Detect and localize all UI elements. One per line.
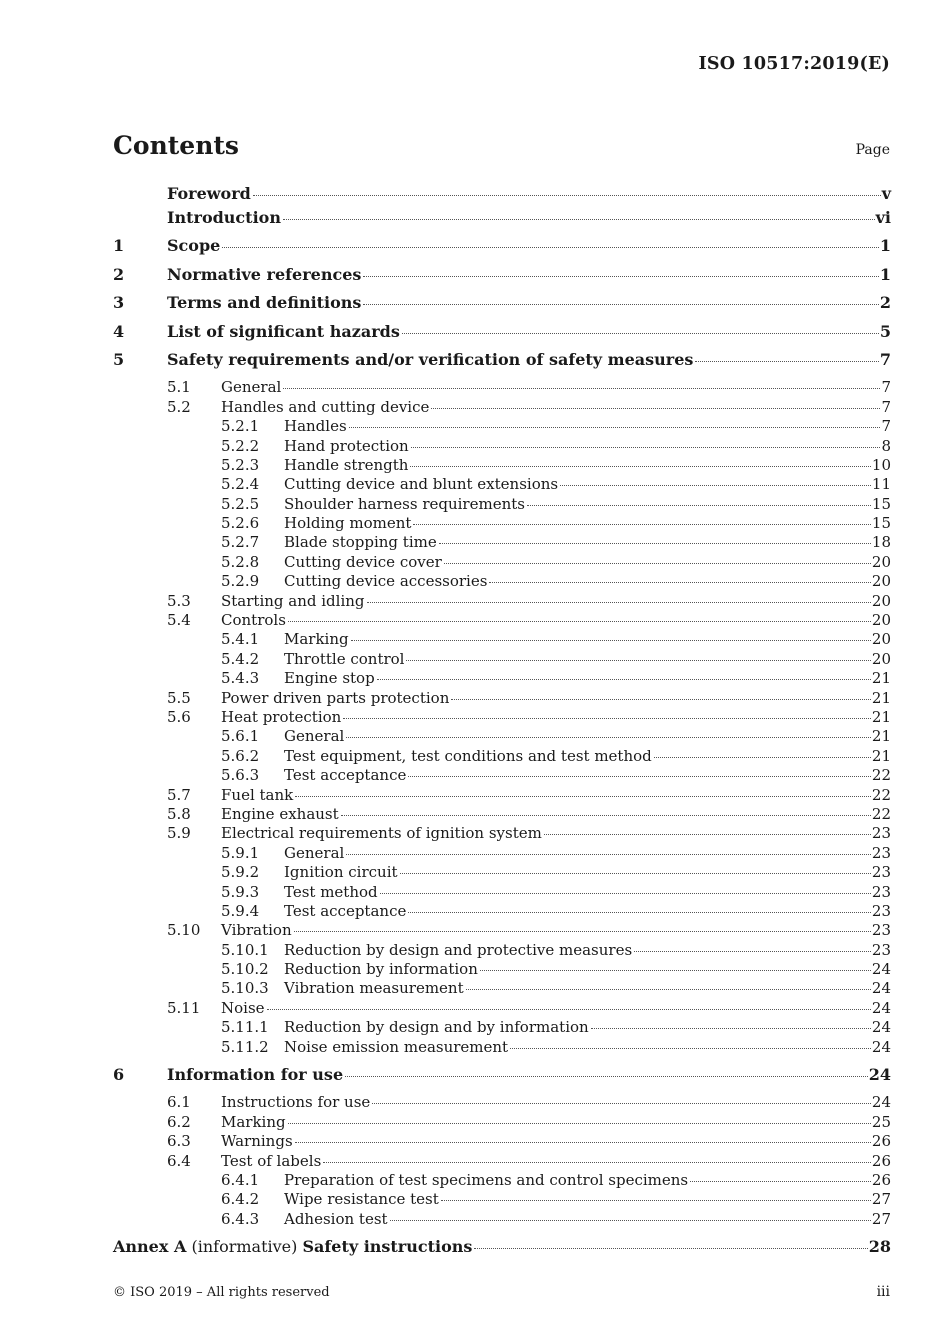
toc-entry-page: 11 (871, 475, 891, 494)
toc-entry-title: Scope (167, 236, 221, 256)
toc-entry-number: 6.3 (167, 1132, 191, 1151)
page-number: iii (876, 1284, 890, 1300)
toc-entry[interactable] (113, 1171, 891, 1190)
toc-entry-number: 5.10.1 (221, 940, 269, 959)
toc-entry[interactable] (113, 236, 891, 264)
toc-entry-number: 5.2.8 (221, 552, 260, 571)
toc-entry-number: 5.2.6 (221, 514, 260, 533)
toc-entry[interactable] (113, 378, 891, 397)
dot-leader (413, 524, 871, 525)
toc-entry-number: 5.2.5 (221, 494, 260, 513)
toc-entry[interactable] (113, 553, 891, 572)
dot-leader (634, 951, 871, 952)
toc-entry-page: 21 (871, 727, 891, 746)
toc-entry-number: 6.1 (167, 1093, 191, 1112)
toc-entry-title: Test acceptance (284, 901, 407, 920)
toc-entry-title: Noise (221, 998, 265, 1017)
toc-entry[interactable] (113, 1152, 891, 1171)
toc-entry-page: 1 (879, 264, 891, 284)
toc-entry-title: Handle strength (284, 455, 409, 474)
toc-entry[interactable] (113, 1065, 891, 1093)
toc-entry-number: 5.9.4 (221, 901, 260, 920)
toc-entry-page: 23 (871, 863, 891, 882)
toc-entry-page: 24 (871, 960, 891, 979)
toc-entry[interactable] (113, 322, 891, 350)
toc-entry-number: 5.2.9 (221, 572, 260, 591)
toc-entry-title: Heat protection (221, 707, 342, 726)
toc-entry-page: 22 (871, 804, 891, 823)
dot-leader (341, 815, 871, 816)
annex-page: 28 (868, 1237, 891, 1257)
toc-entry-number: 5.9 (167, 824, 191, 843)
toc-entry-title: Ignition circuit (284, 863, 398, 882)
annex-qualifier: (informative) (191, 1237, 298, 1257)
dot-leader (441, 1200, 871, 1201)
annex-label: Annex A (113, 1237, 187, 1257)
dot-leader (372, 1103, 871, 1104)
toc-entry-page: 24 (871, 1093, 891, 1112)
dot-leader (411, 447, 881, 448)
toc-entry-title: Electrical requirements of ignition system (221, 824, 542, 843)
dot-leader (346, 737, 871, 738)
toc-entry-page: 22 (871, 766, 891, 785)
toc-entry[interactable] (113, 417, 891, 436)
dot-leader (323, 1162, 871, 1163)
dot-leader (408, 776, 871, 777)
toc-entry-number: 5.9.3 (221, 882, 260, 901)
dot-leader (295, 796, 871, 797)
toc-entry[interactable] (113, 572, 891, 591)
toc-entry-page: 15 (871, 494, 891, 513)
toc-entry[interactable] (113, 1113, 891, 1132)
toc-entry-page: 20 (871, 572, 891, 591)
dot-leader (222, 247, 879, 248)
toc-entry-title: Cutting device and blunt extensions (284, 475, 559, 494)
dot-leader (294, 931, 871, 932)
toc-entry-title: Normative references (167, 264, 362, 284)
toc-entry-title: General (221, 378, 282, 397)
toc-entry-number: 6.4.3 (221, 1209, 260, 1228)
dot-leader (410, 466, 870, 467)
dot-leader (400, 873, 871, 874)
toc-entry[interactable] (113, 766, 891, 785)
table-of-contents (113, 184, 891, 1261)
toc-entry[interactable] (113, 293, 891, 321)
toc-entry-page: 21 (871, 746, 891, 765)
toc-entry-page: 7 (879, 349, 891, 369)
dot-leader (343, 718, 871, 719)
toc-entry-number: 5.2 (167, 397, 191, 416)
toc-entry-number: 6.4.2 (221, 1190, 260, 1209)
toc-entry-number: 5.11 (167, 998, 201, 1017)
contents-title: Contents (113, 131, 240, 160)
toc-entry-title: Vibration (221, 921, 292, 940)
toc-entry[interactable] (113, 960, 891, 979)
dot-leader (480, 970, 871, 971)
dot-leader (363, 276, 878, 277)
toc-entry-title: Test method (284, 882, 378, 901)
toc-entry-title: Marking (284, 630, 349, 649)
toc-entry-title: Hand protection (284, 436, 409, 455)
dot-leader (288, 621, 871, 622)
toc-entry-number: 5.4 (167, 611, 191, 630)
toc-entry-title: Controls (221, 611, 286, 630)
toc-entry[interactable] (113, 1132, 891, 1151)
toc-entry[interactable] (113, 350, 891, 378)
dot-leader (380, 893, 871, 894)
toc-entry-title: Handles and cutting device (221, 397, 430, 416)
dot-leader (510, 1048, 871, 1049)
toc-entry-number: 5.1 (167, 378, 191, 397)
toc-entry[interactable] (113, 495, 891, 514)
toc-entry[interactable] (113, 456, 891, 475)
toc-entry-number: 6.4 (167, 1151, 191, 1170)
toc-entry-page: 8 (881, 436, 891, 455)
toc-entry[interactable] (113, 1018, 891, 1037)
toc-entry[interactable] (113, 999, 891, 1018)
toc-entry-title: Test acceptance (284, 766, 407, 785)
document-id: ISO 10517:2019(E) (698, 54, 890, 74)
toc-entry-number: 5.10.3 (221, 979, 269, 998)
toc-entry-title: Blade stopping time (284, 533, 437, 552)
toc-entry-number: 5.8 (167, 804, 191, 823)
toc-entry-title: Preparation of test specimens and control specimens (284, 1170, 689, 1189)
toc-entry-number: 5.2.7 (221, 533, 260, 552)
dot-leader (591, 1028, 871, 1029)
toc-entry-number: 5.4.2 (221, 649, 260, 668)
toc-entry[interactable] (113, 533, 891, 552)
toc-entry[interactable] (113, 708, 891, 727)
dot-leader (451, 699, 871, 700)
toc-entry[interactable] (113, 1190, 891, 1209)
toc-entry-title: Holding moment (284, 514, 412, 533)
toc-entry-page: vi (875, 208, 891, 227)
toc-entry-number: 5 (113, 349, 125, 369)
toc-entry-title: Foreword (167, 184, 251, 203)
toc-entry[interactable] (113, 208, 891, 236)
dot-leader (267, 1009, 871, 1010)
dot-leader (439, 543, 871, 544)
toc-entry-page: 24 (871, 998, 891, 1017)
toc-entry-page: 23 (871, 940, 891, 959)
toc-entry-title: Engine stop (284, 669, 375, 688)
toc-entry-number: 3 (113, 293, 125, 313)
dot-leader (654, 757, 871, 758)
toc-entry-title: Safety requirements and/or verification of safety measures (167, 349, 694, 369)
toc-entry-number: 5.9.2 (221, 863, 260, 882)
dot-leader (283, 219, 875, 220)
dot-leader (390, 1220, 871, 1221)
toc-entry[interactable] (113, 863, 891, 882)
toc-entry[interactable] (113, 844, 891, 863)
toc-entry-title: List of significant hazards (167, 321, 400, 341)
dot-leader (474, 1248, 867, 1249)
toc-entry-annex[interactable] (113, 1237, 891, 1261)
toc-entry[interactable] (113, 184, 891, 208)
toc-entry-title: Reduction by information (284, 960, 478, 979)
dot-leader (402, 333, 879, 334)
toc-entry-title: Warnings (221, 1132, 293, 1151)
dot-leader (345, 1076, 868, 1077)
toc-entry[interactable] (113, 475, 891, 494)
toc-entry-title: Adhesion test (284, 1209, 388, 1228)
toc-entry-page: 23 (871, 843, 891, 862)
copyright-notice: © ISO 2019 – All rights reserved (113, 1285, 330, 1300)
toc-entry[interactable] (113, 979, 891, 998)
toc-entry-page: 24 (871, 1018, 891, 1037)
toc-entry-title: Cutting device accessories (284, 572, 488, 591)
toc-entry-page: 10 (871, 455, 891, 474)
toc-entry-number: 5.2.1 (221, 417, 260, 436)
toc-entry-title: Handles (284, 417, 347, 436)
toc-entry-page: 23 (871, 921, 891, 940)
toc-entry[interactable] (113, 265, 891, 293)
toc-entry-number: 5.4.3 (221, 669, 260, 688)
toc-entry-page: 24 (868, 1065, 891, 1085)
toc-entry-page: 20 (871, 630, 891, 649)
toc-entry-number: 5.10 (167, 921, 201, 940)
toc-entry-page: 26 (871, 1170, 891, 1189)
toc-entry[interactable] (113, 650, 891, 669)
toc-entry-number: 6 (113, 1065, 125, 1085)
toc-entry[interactable] (113, 727, 891, 746)
dot-leader (253, 195, 881, 196)
toc-entry-title: Fuel tank (221, 785, 294, 804)
toc-entry[interactable] (113, 902, 891, 921)
toc-entry-number: 4 (113, 321, 125, 341)
toc-entry-title: Cutting device cover (284, 552, 442, 571)
toc-entry-title: Throttle control (284, 649, 405, 668)
dot-leader (560, 485, 871, 486)
toc-entry[interactable] (113, 921, 891, 940)
toc-entry-title: Wipe resistance test (284, 1190, 439, 1209)
toc-entry-number: 5.6.2 (221, 746, 260, 765)
toc-entry-title: Test equipment, test conditions and test method (284, 746, 652, 765)
toc-entry-title: Information for use (167, 1065, 344, 1085)
toc-entry[interactable] (113, 941, 891, 960)
dot-leader (466, 989, 871, 990)
toc-entry-page: 7 (881, 417, 891, 436)
toc-entry[interactable] (113, 824, 891, 843)
dot-leader (544, 834, 871, 835)
dot-leader (283, 388, 880, 389)
toc-entry-page: 7 (881, 397, 891, 416)
toc-entry-page: 20 (871, 611, 891, 630)
toc-entry-page: 23 (871, 824, 891, 843)
toc-entry-title: Noise emission measurement (284, 1037, 509, 1056)
toc-entry-number: 6.2 (167, 1112, 191, 1131)
toc-entry-number: 5.5 (167, 688, 191, 707)
toc-entry-number: 5.3 (167, 591, 191, 610)
dot-leader (349, 427, 881, 428)
dot-leader (431, 408, 880, 409)
toc-entry-title: Shoulder harness requirements (284, 494, 525, 513)
dot-leader (406, 660, 870, 661)
toc-entry-page: 21 (871, 688, 891, 707)
toc-entry-title: Engine exhaust (221, 804, 339, 823)
toc-entry[interactable] (113, 786, 891, 805)
toc-entry-number: 1 (113, 236, 125, 256)
toc-entry-page: 22 (871, 785, 891, 804)
toc-entry-page: 26 (871, 1132, 891, 1151)
toc-entry-title: Introduction (167, 208, 281, 227)
toc-entry-page: 25 (871, 1112, 891, 1131)
toc-entry-number: 2 (113, 264, 125, 284)
toc-entry-page: 7 (881, 378, 891, 397)
toc-entry-page: 18 (871, 533, 891, 552)
toc-entry[interactable] (113, 437, 891, 456)
toc-entry-number: 6.4.1 (221, 1170, 260, 1189)
dot-leader (363, 304, 878, 305)
toc-entry[interactable] (113, 1210, 891, 1229)
toc-entry[interactable] (113, 611, 891, 630)
toc-entry-page: 24 (871, 1037, 891, 1056)
toc-entry-page: 21 (871, 669, 891, 688)
toc-entry[interactable] (113, 805, 891, 824)
toc-entry-number: 5.10.2 (221, 960, 269, 979)
toc-entry-title: Reduction by design and protective measures (284, 940, 633, 959)
toc-entry-title: General (284, 843, 345, 862)
toc-entry-page: 20 (871, 649, 891, 668)
toc-entry-title: Vibration measurement (284, 979, 464, 998)
toc-entry-page: 23 (871, 882, 891, 901)
toc-entry-page: 21 (871, 707, 891, 726)
toc-entry[interactable] (113, 398, 891, 417)
toc-entry-page: 26 (871, 1151, 891, 1170)
toc-entry-number: 5.11.1 (221, 1018, 269, 1037)
toc-entry-number: 5.2.4 (221, 475, 260, 494)
dot-leader (408, 912, 871, 913)
toc-entry-number: 5.2.2 (221, 436, 260, 455)
toc-entry-page: v (881, 184, 891, 203)
toc-entry-title: Terms and definitions (167, 293, 362, 313)
toc-entry-page: 23 (871, 901, 891, 920)
dot-leader (444, 563, 871, 564)
toc-entry-number: 5.4.1 (221, 630, 260, 649)
toc-entry-title: Instructions for use (221, 1093, 371, 1112)
dot-leader (527, 505, 871, 506)
toc-entry-page: 2 (879, 293, 891, 313)
dot-leader (288, 1123, 871, 1124)
toc-entry-number: 5.6.3 (221, 766, 260, 785)
dot-leader (351, 640, 871, 641)
toc-entry-number: 5.7 (167, 785, 191, 804)
toc-entry[interactable] (113, 669, 891, 688)
toc-entry-page: 15 (871, 514, 891, 533)
dot-leader (295, 1142, 871, 1143)
toc-entry-title: Test of labels (221, 1151, 322, 1170)
dot-leader (695, 361, 878, 362)
toc-entry-number: 5.2.3 (221, 455, 260, 474)
toc-entry-number: 5.6.1 (221, 727, 260, 746)
toc-entry-number: 5.9.1 (221, 843, 260, 862)
toc-entry[interactable] (113, 1038, 891, 1057)
page-column-label: Page (855, 142, 890, 158)
toc-entry[interactable] (113, 689, 891, 708)
toc-entry-title: General (284, 727, 345, 746)
dot-leader (346, 854, 871, 855)
toc-entry-page: 1 (879, 236, 891, 256)
toc-entry-title: Marking (221, 1112, 286, 1131)
toc-entry-page: 5 (879, 321, 891, 341)
toc-entry-number: 5.6 (167, 707, 191, 726)
toc-entry[interactable] (113, 630, 891, 649)
toc-entry[interactable] (113, 747, 891, 766)
toc-entry[interactable] (113, 514, 891, 533)
dot-leader (367, 602, 871, 603)
dot-leader (690, 1181, 871, 1182)
toc-entry-title: Starting and idling (221, 591, 365, 610)
toc-entry-title: Power driven parts protection (221, 688, 450, 707)
toc-entry-page: 20 (871, 552, 891, 571)
toc-entry-page: 27 (871, 1190, 891, 1209)
annex-title: Safety instructions (302, 1237, 473, 1257)
toc-entry[interactable] (113, 1093, 891, 1112)
toc-entry-page: 27 (871, 1209, 891, 1228)
toc-entry-page: 20 (871, 591, 891, 610)
dot-leader (489, 582, 870, 583)
toc-entry-page: 24 (871, 979, 891, 998)
toc-entry[interactable] (113, 592, 891, 611)
dot-leader (377, 679, 871, 680)
toc-entry-number: 5.11.2 (221, 1037, 269, 1056)
toc-entry-title: Reduction by design and by information (284, 1018, 589, 1037)
toc-entry[interactable] (113, 883, 891, 902)
